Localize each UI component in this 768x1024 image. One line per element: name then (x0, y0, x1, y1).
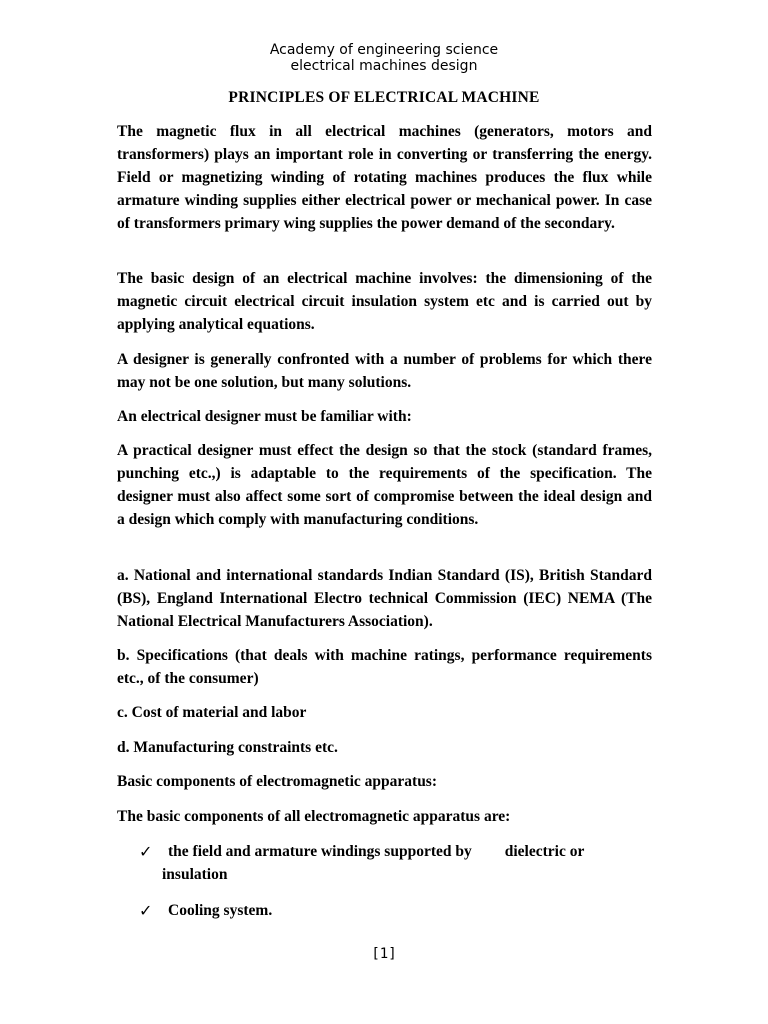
page-title: PRINCIPLES OF ELECTRICAL MACHINE (228, 89, 540, 106)
check-mark-icon: ✓ (139, 842, 153, 861)
paragraph-text: An electrical designer must be familiar with: (117, 408, 412, 425)
paragraph-text: Basic components of electromagnetic apparatus: (117, 773, 438, 790)
paragraph-components-intro (117, 805, 652, 828)
paragraph-magnetic-flux (117, 120, 652, 235)
paragraph-text: c. Cost of material and labor (117, 704, 307, 721)
checklist-item-cooling (117, 899, 652, 922)
checklist-item-text: Cooling system. (168, 902, 273, 919)
header-line-subject: electrical machines design (290, 58, 478, 74)
page-number: [1] (371, 946, 397, 962)
checklist-item-text-cont: dielectric or (504, 843, 585, 860)
paragraph-designer-familiar (117, 405, 652, 428)
check-mark-icon: ✓ (139, 901, 153, 920)
paragraph-text: b. Specifications (that deals with machine ratings, performance requirements etc., of the consumer) (117, 647, 652, 687)
paragraph-text: A practical designer must effect the design so that the stock (standard frames, punching etc.,) is adaptable to the requirements of the specification. The designer must also affect some sort of compromise between the ideal design and a design which comply with manufacturing conditions. (117, 442, 652, 528)
paragraph-practical-designer (117, 439, 652, 531)
list-item-standards (117, 564, 652, 633)
header-line-institution: Academy of engineering science (269, 42, 499, 58)
paragraph-text: d. Manufacturing constraints etc. (117, 739, 338, 756)
checklist-item-windings (117, 840, 652, 886)
paragraph-text: a. National and international standards Indian Standard (IS), British Standard (BS), England International Electro technical Commission (IEC) NEMA (The National Electrical Manufacturers Association). (117, 567, 652, 630)
paragraph-basic-design (117, 267, 652, 336)
paragraph-text: A designer is generally confronted with a number of problems for which there may not be one solution, but many solutions. (117, 351, 652, 391)
checklist-item-text-line2: insulation (162, 866, 228, 883)
paragraph-text: The magnetic flux in all electrical machines (generators, motors and transformers) plays an important role in converting or transferring the energy. Field or magnetizing winding of rotating machines produces the flux while armature winding supplies either electrical power or mechanical power. In case of transformers primary wing supplies the power demand of the secondary. (117, 123, 652, 232)
list-item-specifications (117, 644, 652, 690)
list-item-cost (117, 701, 652, 724)
paragraph-text: The basic design of an electrical machine involves: the dimensioning of the magnetic circuit electrical circuit insulation system etc and is carried out by applying analytical equations. (117, 270, 652, 333)
list-item-manufacturing (117, 736, 652, 759)
paragraph-text: The basic components of all electromagnetic apparatus are: (117, 808, 511, 825)
paragraph-designer-problems (117, 348, 652, 394)
section-heading-components (117, 770, 652, 793)
checklist-item-text: the field and armature windings supported by (168, 843, 472, 860)
